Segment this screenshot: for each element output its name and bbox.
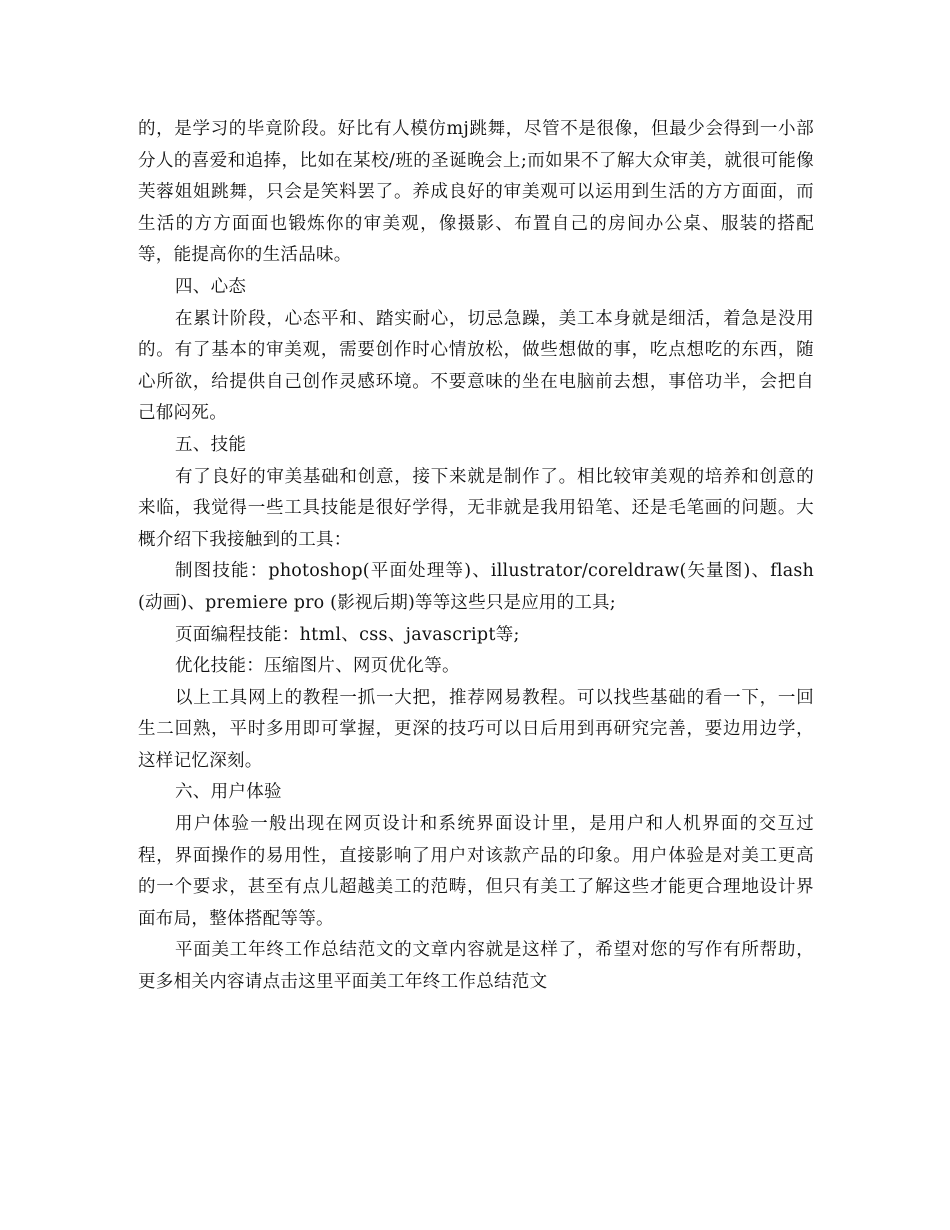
paragraph-closing: 平面美工年终工作总结范文的文章内容就是这样了，希望对您的写作有所帮助，更多相关内容请点击这里平面美工年终工作总结范文 [138, 940, 814, 993]
paragraph-skills-intro: 有了良好的审美基础和创意，接下来就是制作了。相比较审美观的培养和创意的来临，我觉得一些工具技能是很好学得，无非就是我用铅笔、还是毛笔画的问题。大概介绍下我接触到的工具： [138, 466, 814, 550]
document-body [138, 114, 814, 999]
section-heading-mindset: 四、心态 [175, 276, 247, 297]
paragraph-optimization-skills: 优化技能：压缩图片、网页优化等。 [175, 656, 460, 677]
section-heading-skills: 五、技能 [175, 434, 247, 455]
section-heading-user-experience: 六、用户体验 [175, 782, 282, 803]
paragraph-drawing-skills: 制图技能：photoshop(平面处理等)、illustrator/coreldraw(矢量图)、flash(动画)、premiere pro (影视后期)等等这些只是应用的工具; [138, 561, 814, 613]
paragraph-mindset: 在累计阶段，心态平和、踏实耐心，切忌急躁，美工本身就是细活，着急是没用的。有了基本的审美观，需要创作时心情放松，做些想做的事，吃点想吃的东西，随心所欲，给提供自己创作灵感环境。不要意味的坐在电脑前去想，事倍功半，会把自己郁闷死。 [138, 308, 814, 424]
paragraph-aesthetics-continued: 的，是学习的毕竟阶段。好比有人模仿mj跳舞，尽管不是很像，但最少会得到一小部分人的喜爱和追捧，比如在某校/班的圣诞晚会上;而如果不了解大众审美，就很可能像芙蓉姐姐跳舞，只会是笑料罢了。养成良好的审美观可以运用到生活的方方面面，而生活的方方面面也锻炼你的审美观，像摄影、布置自己的房间办公桌、服装的搭配等，能提高你的生活品味。 [138, 119, 814, 266]
paragraph-user-experience: 用户体验一般出现在网页设计和系统界面设计里，是用户和人机界面的交互过程，界面操作的易用性，直接影响了用户对该款产品的印象。用户体验是对美工更高的一个要求，甚至有点儿超越美工的范畴，但只有美工了解这些才能更合理地设计界面布局，整体搭配等等。 [138, 814, 814, 929]
paragraph-tutorials: 以上工具网上的教程一抓一大把，推荐网易教程。可以找些基础的看一下，一回生二回熟，平时多用即可掌握，更深的技巧可以日后用到再研究完善，要边用边学，这样记忆深刻。 [138, 687, 814, 771]
paragraph-programming-skills: 页面编程技能：html、css、javascript等; [175, 624, 520, 645]
